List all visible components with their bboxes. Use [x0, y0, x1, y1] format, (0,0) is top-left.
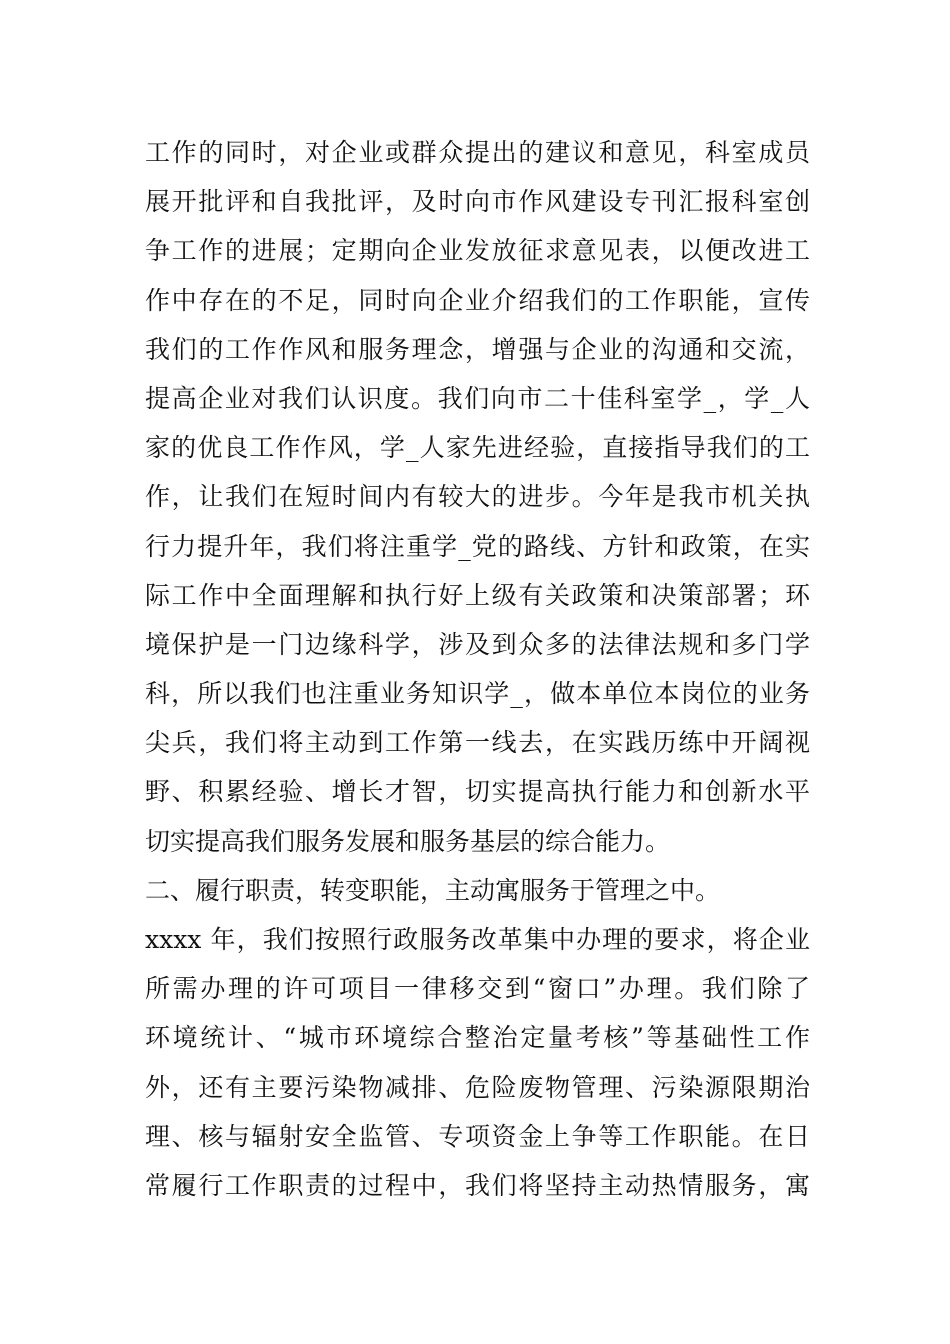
- text-line: 尖兵，我们将主动到工作第一线去，在实践历练中开阔视: [145, 728, 810, 758]
- text-line: 我们的工作作风和服务理念，增强与企业的沟通和交流，: [145, 334, 810, 364]
- text-line: 提高企业对我们认识度。我们向市二十佳科室学_，学_人: [145, 383, 810, 413]
- text-line: 作，让我们在短时间内有较大的进步。今年是我市机关执: [145, 482, 810, 512]
- text-line: 境保护是一门边缘科学，涉及到众多的法律法规和多门学: [145, 629, 810, 659]
- text-line: 行力提升年，我们将注重学_党的路线、方针和政策，在实: [145, 531, 810, 561]
- text-line: 展开批评和自我批评，及时向市作风建设专刊汇报科室创: [145, 187, 810, 217]
- text-line: 所需办理的许可项目一律移交到“窗口”办理。我们除了: [145, 974, 810, 1004]
- body-text: [145, 128, 810, 1210]
- section-heading: 二、履行职责，转变职能，主动寓服务于管理之中。: [145, 875, 721, 905]
- text-line: 际工作中全面理解和执行好上级有关政策和决策部署；环: [145, 580, 810, 610]
- text-line: 切实提高我们服务发展和服务基层的综合能力。: [145, 826, 671, 856]
- text-line: 作中存在的不足，同时向企业介绍我们的工作职能，宣传: [145, 285, 810, 315]
- text-line: 争工作的进展；定期向企业发放征求意见表，以便改进工: [145, 236, 810, 266]
- text-line: 理、核与辐射安全监管、专项资金上争等工作职能。在日: [145, 1121, 810, 1151]
- text-line: 科，所以我们也注重业务知识学_，做本单位本岗位的业务: [145, 679, 810, 709]
- text-line: 外，还有主要污染物减排、危险废物管理、污染源限期治: [145, 1072, 810, 1102]
- text-line: 野、积累经验、增长才智，切实提高执行能力和创新水平: [145, 777, 810, 807]
- text-line: xxxx 年，我们按照行政服务改革集中办理的要求，将企业: [145, 925, 810, 954]
- text-line: 环境统计、“城市环境综合整治定量考核”等基础性工作: [145, 1023, 810, 1053]
- text-line: 工作的同时，对企业或群众提出的建议和意见，科室成员: [145, 138, 810, 167]
- text-line: 家的优良工作作风，学_人家先进经验，直接指导我们的工: [145, 433, 810, 463]
- text-line: 常履行工作职责的过程中，我们将坚持主动热情服务，寓: [145, 1170, 810, 1200]
